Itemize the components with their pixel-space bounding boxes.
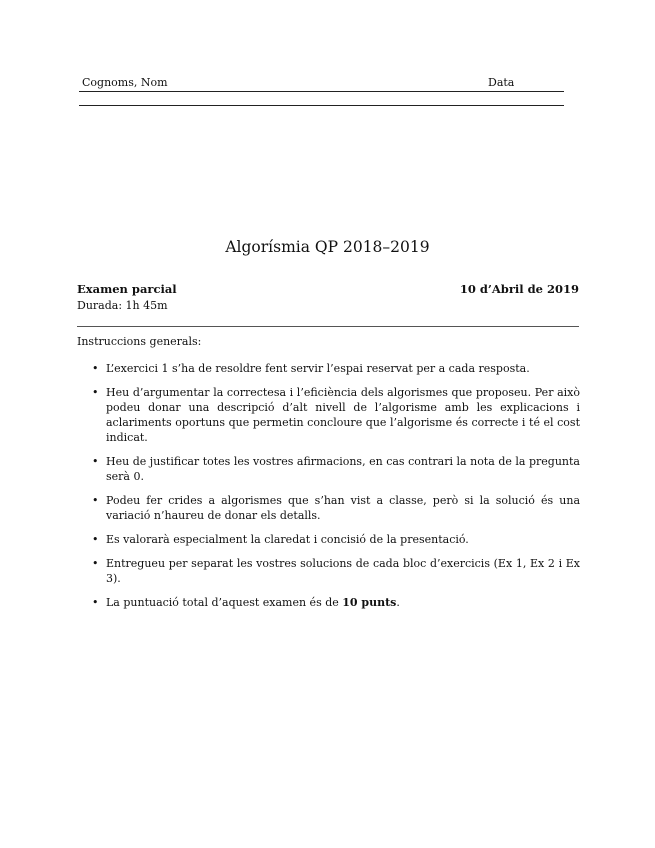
list-item	[90, 532, 580, 547]
bullet-icon: •	[92, 557, 99, 570]
list-item-text	[106, 596, 400, 609]
list-item-text: Podeu fer crides a algorismes que s’han vist a classe, però si la solució és una variació n’haureu de donar els detalls.	[106, 494, 580, 522]
list-item-text-end: .	[396, 596, 400, 609]
list-item-text-start: La puntuació total d’aquest examen és de	[106, 596, 343, 609]
instructions-list	[90, 361, 580, 619]
list-item-text: Heu de justificar totes les vostres afirmacions, en cas contrari la nota de la pregunta serà 0.	[106, 455, 580, 483]
bullet-icon: •	[92, 455, 99, 468]
exam-date: 10 d’Abril de 2019	[459, 282, 579, 296]
list-item	[90, 361, 580, 376]
student-info-row	[79, 76, 564, 92]
list-item-text: Entregueu per separat les vostres solucions de cada bloc d’exercicis (Ex 1, Ex 2 i Ex 3).	[106, 557, 580, 585]
instructions-heading: Instruccions generals:	[77, 335, 202, 348]
name-line	[79, 91, 564, 92]
bullet-icon: •	[92, 362, 99, 375]
list-item	[90, 385, 580, 445]
total-points: 10 punts	[342, 596, 397, 609]
page-title: Algorísmia QP 2018–2019	[225, 238, 430, 256]
section-divider	[77, 326, 579, 327]
list-item	[90, 454, 580, 484]
date-field-label: Data	[488, 76, 515, 89]
bullet-icon: •	[92, 386, 99, 399]
name-field-label: Cognoms, Nom	[82, 76, 168, 89]
bullet-icon: •	[92, 494, 99, 507]
exam-type: Examen parcial	[77, 282, 177, 296]
list-item-text: Heu d’argumentar la correctesa i l’eficiència dels algorismes que proposeu. Per això podeu donar una descripció d’alt nivell de l’algorisme amb les explicacions i aclariments oportuns que permetin concloure que l’algorisme és correcte i té el cost indicat.	[106, 386, 580, 444]
exam-duration: Durada: 1h 45m	[77, 299, 168, 312]
list-item-text: Es valorarà especialment la claredat i concisió de la presentació.	[106, 533, 469, 546]
bullet-icon: •	[92, 533, 99, 546]
bullet-icon: •	[92, 596, 99, 609]
list-item	[90, 556, 580, 586]
list-item-text: L’exercici 1 s’ha de resoldre fent servir l’espai reservat per a cada resposta.	[106, 362, 530, 375]
list-item	[90, 493, 580, 523]
list-item	[90, 595, 580, 610]
name-line-second	[79, 105, 564, 106]
